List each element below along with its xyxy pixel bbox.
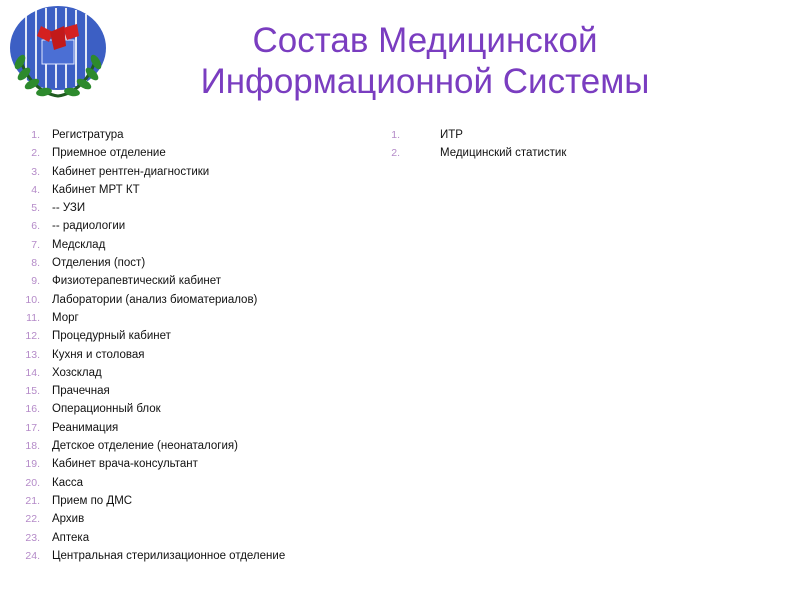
list-item-number: 17. (25, 421, 40, 434)
list-item-text: Кухня и столовая (52, 348, 145, 361)
list-item (0, 236, 380, 254)
list-item-number: 7. (31, 238, 40, 251)
list-item-text: Медицинский статистик (440, 147, 567, 160)
list-item-text: ИТР (440, 129, 463, 141)
list-item-number: 5. (31, 202, 40, 215)
list-item-text: Отделения (пост) (52, 257, 146, 270)
list-item (0, 510, 380, 528)
list-item-number: 10. (25, 293, 40, 306)
list-item-number: 13. (25, 348, 40, 361)
list-item-number: 16. (25, 403, 40, 416)
list-item-number: 1. (31, 129, 40, 141)
list-item-text: Лаборатории (анализ биоматериалов) (52, 293, 258, 306)
list-item-text: Хозсклад (52, 366, 102, 379)
list-item-text: Касса (52, 476, 83, 489)
list-item-number: 4. (31, 183, 40, 196)
list-item-text: Прачечная (52, 385, 110, 398)
list-item-text: Центральная стерилизационное отделение (52, 549, 286, 562)
list-item (0, 346, 380, 364)
list-item (385, 126, 685, 144)
slide-title (200, 20, 650, 102)
list-item (0, 217, 380, 235)
slide-title-line-1: Состав Медицинской (252, 21, 598, 60)
list-item-number: 21. (25, 494, 40, 507)
list-item-number: 22. (25, 513, 40, 526)
list-item-number: 6. (31, 220, 40, 233)
list-item-number: 2. (391, 147, 400, 160)
list-item-number: 12. (25, 330, 40, 343)
list-item (0, 272, 380, 290)
list-item-text: Кабинет рентген-диагностики (52, 165, 210, 178)
list-item (0, 419, 380, 437)
list-item-text: Аптека (52, 531, 90, 544)
list-item (0, 547, 380, 565)
list-item (385, 144, 685, 162)
list-item (0, 382, 380, 400)
list-item-text: -- УЗИ (52, 202, 86, 215)
list-item (0, 529, 380, 547)
list-item-number: 19. (25, 458, 40, 471)
list-item (0, 291, 380, 309)
list-item (0, 327, 380, 345)
list-item-number: 18. (25, 440, 40, 453)
list-item (0, 400, 380, 418)
medical-emblem-laurel-icon (6, 4, 110, 104)
list-item (0, 437, 380, 455)
list-item-text: Операционный блок (52, 403, 161, 416)
list-item (0, 309, 380, 327)
list-item (0, 199, 380, 217)
list-item-number: 23. (25, 531, 40, 544)
list-item (0, 181, 380, 199)
list-item-text: Регистратура (52, 129, 124, 141)
list-item (0, 144, 380, 162)
list-item-number: 1. (391, 129, 400, 141)
list-item-number: 15. (25, 385, 40, 398)
list-item (0, 474, 380, 492)
list-item-number: 24. (25, 549, 40, 562)
list-item-text: Реанимация (52, 421, 119, 434)
list-item-number: 2. (31, 147, 40, 160)
list-item-text: Процедурный кабинет (52, 330, 171, 343)
list-item-text: Детское отделение (неонаталогия) (52, 440, 238, 453)
list-item-number: 11. (26, 311, 40, 324)
list-item-number: 8. (31, 257, 40, 270)
list-item-number: 3. (31, 165, 40, 178)
list-item-text: Прием по ДМС (52, 494, 133, 507)
list-item-text: Медсклад (52, 238, 106, 251)
list-item-text: Физиотерапевтический кабинет (52, 275, 222, 288)
staff-list (385, 126, 685, 163)
list-item-text: Кабинет врача-консультант (52, 458, 198, 471)
departments-list (0, 126, 380, 565)
list-item-number: 20. (25, 476, 40, 489)
slide-title-line-2: Информационной Системы (200, 62, 650, 101)
list-item (0, 126, 380, 144)
list-item-text: -- радиологии (52, 220, 126, 233)
list-item-number: 14. (25, 366, 40, 379)
list-item (0, 163, 380, 181)
list-item-number: 9. (31, 275, 40, 288)
list-item (0, 254, 380, 272)
medical-emblem-logo (6, 4, 110, 104)
list-item-text: Приемное отделение (52, 147, 166, 160)
list-item (0, 364, 380, 382)
list-item-text: Морг (52, 311, 79, 324)
list-item-text: Архив (52, 513, 85, 526)
list-item (0, 492, 380, 510)
list-item-text: Кабинет МРТ КТ (52, 183, 140, 196)
list-item (0, 455, 380, 473)
